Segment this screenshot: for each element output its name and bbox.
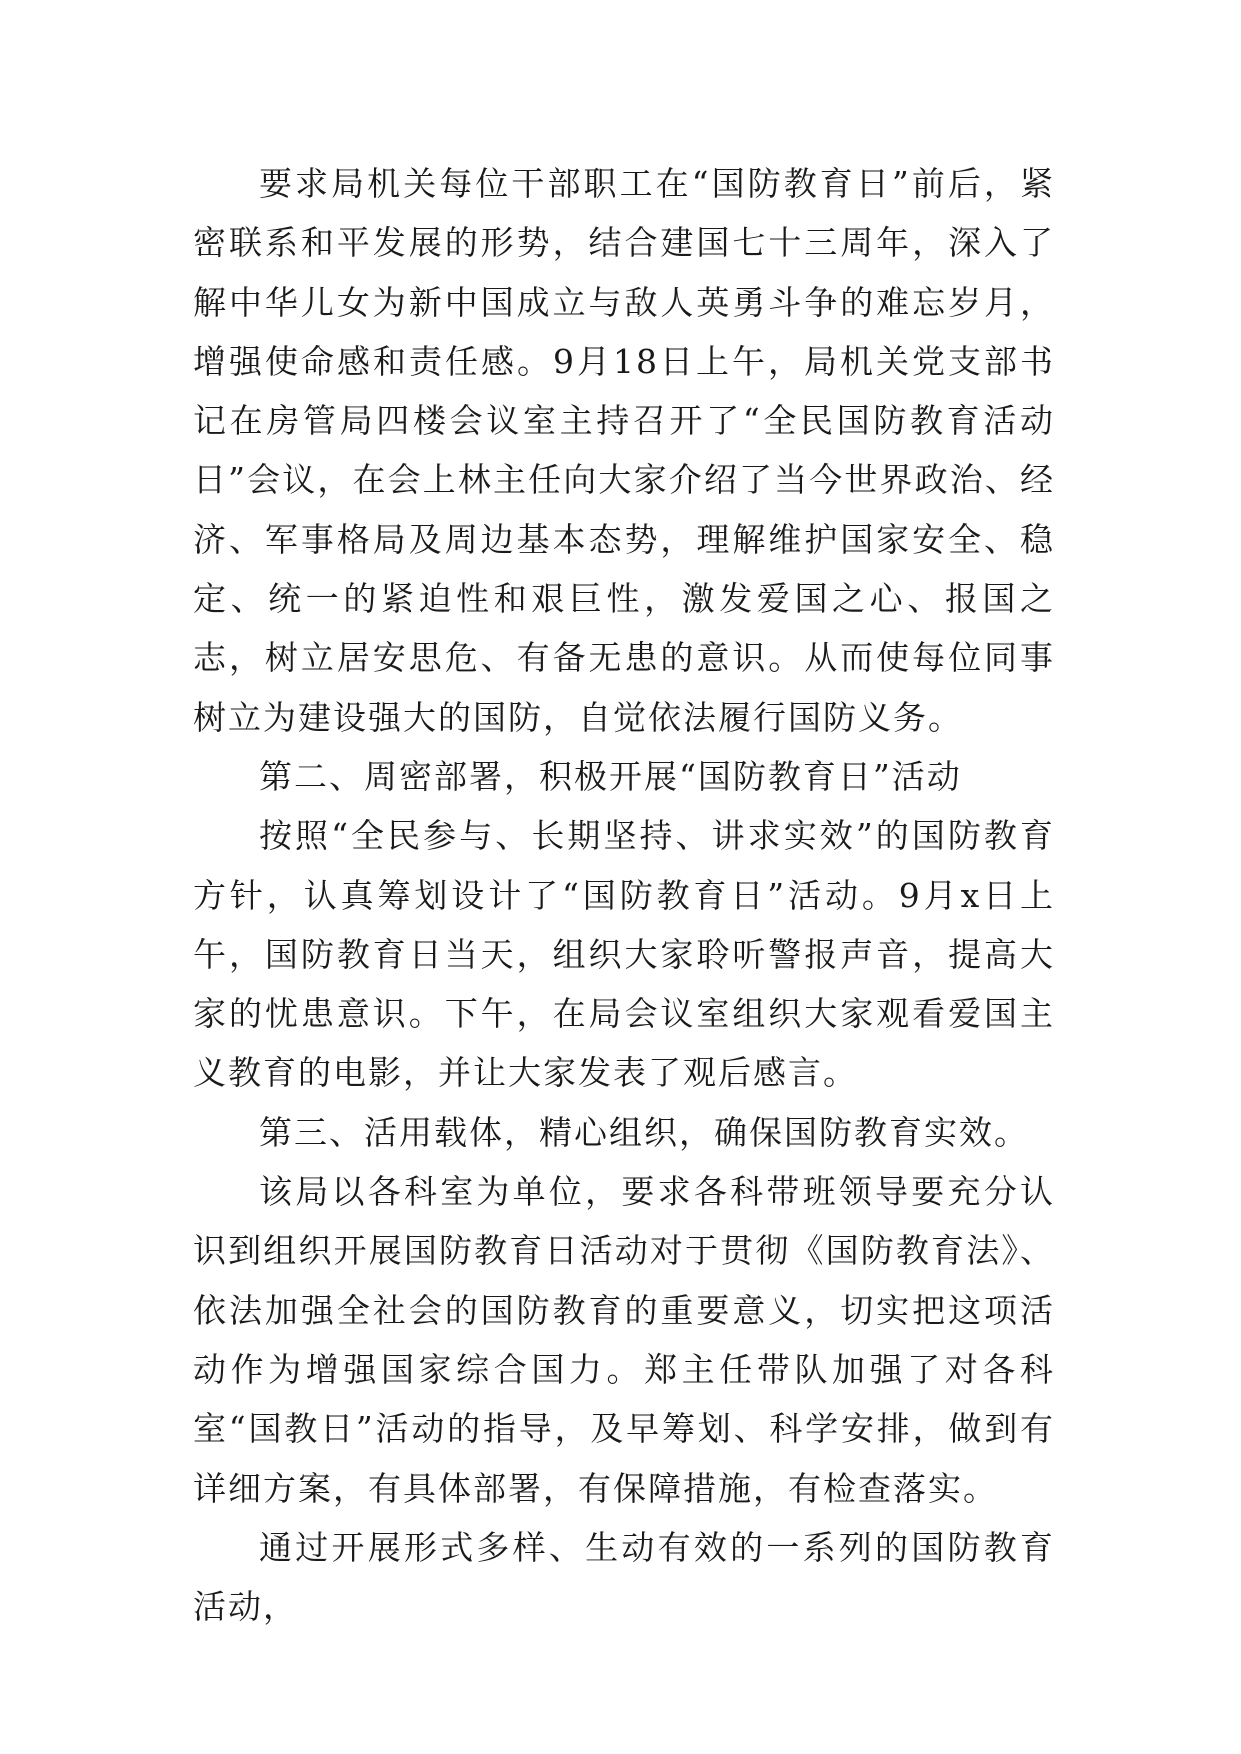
paragraph-activity-planning: 按照“全民参与、长期坚持、讲求实效”的国防教育方针，认真筹划设计了“国防教育日”活动。9月x日上午，国防教育日当天，组织大家聆听警报声音，提高大家的忧患意识。下午，在局会议室组织大家观看爱国主义教育的电影，并让大家发表了观后感言。 <box>193 816 1055 1093</box>
paragraph-conclusion-start: 通过开展形式多样、生动有效的一系列的国防教育活动， <box>193 1527 1055 1627</box>
paragraph-section-three-heading: 第三、活用载体，精心组织，确保国防教育实效。 <box>259 1112 1029 1152</box>
document-body <box>193 154 1055 1636</box>
paragraph-department-guidance: 该局以各科室为单位，要求各科带班领导要充分认识到组织开展国防教育日活动对于贯彻《国防教育法》、依法加强全社会的国防教育的重要意义，切实把这项活动作为增强国家综合国力。郑主任带队加强了对各科室“国教日”活动的指导，及早筹划、科学安排，做到有详细方案，有具体部署，有保障措施，有检查落实。 <box>193 1172 1055 1508</box>
paragraph-section-two-heading: 第二、周密部署，积极开展“国防教育日”活动 <box>259 756 962 796</box>
paragraph-cadre-requirements: 要求局机关每位干部职工在“国防教育日”前后，紧密联系和平发展的形势，结合建国七十三周年，深入了解中华儿女为新中国成立与敌人英勇斗争的难忘岁月，增强使命感和责任感。9月18日上午，局机关党支部书记在房管局四楼会议室主持召开了“全民国防教育活动日”会议，在会上林主任向大家介绍了当今世界政治、经济、军事格局及周边基本态势，理解维护国家安全、稳定、统一的紧迫性和艰巨性，激发爱国之心、报国之志，树立居安思危、有备无患的意识。从而使每位同事树立为建设强大的国防，自觉依法履行国防义务。 <box>193 164 1055 737</box>
